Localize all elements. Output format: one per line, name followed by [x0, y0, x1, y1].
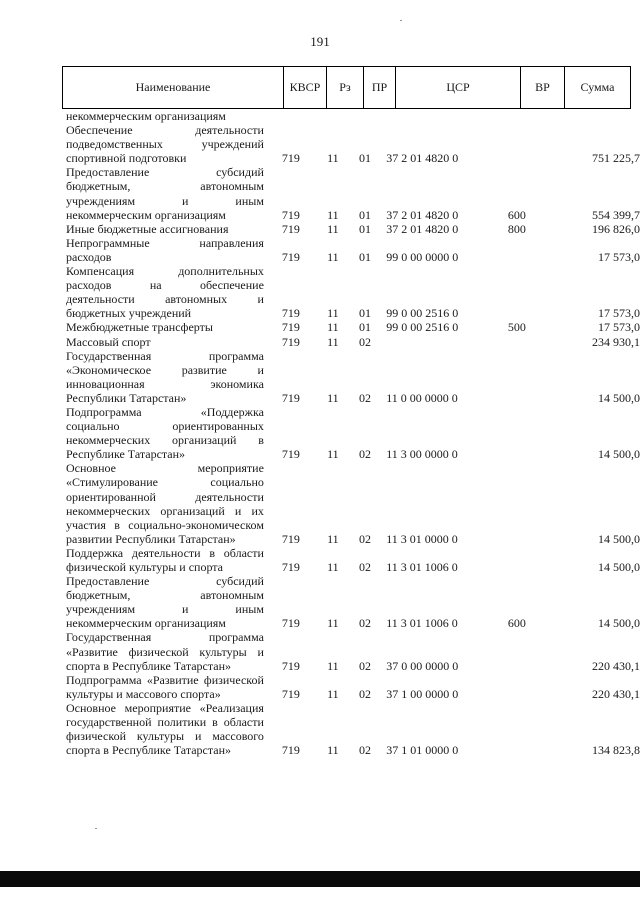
row-vr: 500 [507, 320, 526, 335]
row-pr: 02 [359, 658, 372, 673]
scan-speck [95, 828, 97, 829]
table-row [0, 701, 640, 757]
row-pr: 02 [359, 531, 372, 546]
table-row [0, 461, 640, 546]
column-header-vr: ВР [520, 67, 564, 108]
row-vr: 800 [507, 221, 526, 236]
table-body [0, 109, 640, 757]
row-pr: 02 [359, 743, 372, 758]
row-name: Компенсация дополнительных расходов на обеспечение деятельности автономных и бюджетных учреждений [66, 264, 264, 321]
row-rz: 11 [327, 334, 339, 349]
row-pr: 01 [359, 249, 372, 264]
row-name: Иные бюджетные ассигнования [66, 221, 229, 236]
row-csr: 11 3 00 0000 0 [386, 447, 458, 462]
table-header [62, 66, 631, 109]
row-sum: 14 500,0 [597, 390, 640, 405]
row-csr: 11 3 01 0000 0 [386, 531, 458, 546]
row-sum: 220 430,1 [591, 658, 640, 673]
column-header-csr: ЦСР [395, 67, 520, 108]
row-pr: 02 [359, 560, 372, 574]
row-name: Предоставление субсидий бюджетным, автономным учреждениям и иным некоммерческим организациям [66, 165, 264, 222]
row-sum: 220 430,1 [591, 686, 640, 701]
row-sum: 14 500,0 [597, 560, 640, 574]
row-kvsr: 719 [281, 658, 300, 673]
row-pr: 02 [359, 447, 372, 462]
row-rz: 11 [327, 151, 339, 166]
row-kvsr: 719 [281, 531, 300, 546]
row-sum: 751 225,7 [591, 151, 640, 166]
page-number: 191 [310, 34, 330, 49]
row-pr: 02 [359, 616, 372, 631]
row-csr: 11 3 01 1006 0 [386, 560, 458, 574]
row-name: Поддержка деятельности в области физической культуры и спорта [66, 545, 264, 574]
row-kvsr: 719 [281, 151, 300, 166]
row-pr: 02 [359, 390, 372, 405]
row-name: Массовый спорт [66, 334, 151, 349]
row-vr: 600 [507, 616, 526, 631]
table-row [0, 320, 640, 334]
table-row [0, 405, 640, 461]
row-kvsr: 719 [281, 249, 300, 264]
row-name: Непрограммные направления расходов [66, 235, 264, 264]
row-csr: 37 0 00 0000 0 [386, 658, 459, 673]
row-kvsr: 719 [281, 560, 300, 574]
row-csr: 11 0 00 0000 0 [386, 390, 458, 405]
row-sum: 14 500,0 [597, 447, 640, 462]
table-row [0, 109, 640, 123]
row-kvsr: 719 [281, 320, 300, 335]
row-kvsr: 719 [281, 221, 300, 236]
row-rz: 11 [327, 249, 339, 264]
row-pr: 02 [359, 686, 372, 701]
row-name: Подпрограмма «Развитие физической культуры и массового спорта» [66, 672, 264, 701]
row-rz: 11 [327, 207, 339, 222]
row-csr: 37 1 01 0000 0 [386, 743, 459, 758]
row-sum: 554 399,7 [591, 207, 640, 222]
row-name: Государственная программа «Развитие физической культуры и спорта в Республике Татарстан» [66, 630, 264, 673]
row-csr: 11 3 01 1006 0 [386, 616, 458, 631]
table-row [0, 349, 640, 405]
row-rz: 11 [327, 686, 339, 701]
row-csr: 37 1 00 0000 0 [386, 686, 459, 701]
row-sum: 17 573,0 [597, 249, 640, 264]
table-row [0, 673, 640, 701]
row-csr: 99 0 00 2516 0 [386, 320, 459, 335]
scan-speck [400, 20, 402, 21]
table-row [0, 630, 640, 672]
row-kvsr: 719 [281, 616, 300, 631]
row-rz: 11 [327, 447, 339, 462]
row-kvsr: 719 [281, 334, 300, 349]
row-sum: 196 826,0 [591, 221, 640, 236]
column-header-name: Наименование [135, 80, 211, 94]
row-rz: 11 [327, 531, 339, 546]
row-sum: 14 500,0 [597, 531, 640, 546]
row-rz: 11 [327, 221, 339, 236]
table-row [0, 546, 640, 574]
row-name: Межбюджетные трансферты [66, 320, 213, 335]
row-name: Основное мероприятие «Стимулирование социально ориентированной деятельности некоммерческих организаций и их участия в социально-экономическом развитии Республики Татарстан» [66, 461, 264, 546]
table-row [0, 264, 640, 320]
row-pr: 01 [359, 306, 372, 321]
row-name: Подпрограмма «Поддержка социально ориентированных некоммерческих организаций в Республике Татарстан» [66, 404, 264, 462]
table-row [0, 123, 640, 165]
row-rz: 11 [327, 320, 339, 335]
row-kvsr: 719 [281, 447, 300, 462]
column-header-pr: ПР [363, 67, 395, 108]
row-csr: 99 0 00 2516 0 [386, 306, 459, 321]
row-rz: 11 [327, 390, 339, 405]
row-name: Основное мероприятие «Реализация государственной политики в области физической культуры и массового спорта в Республике Татарстан» [66, 700, 264, 758]
column-header-sum: Сумма [564, 67, 630, 108]
table-row [0, 165, 640, 221]
row-csr: 37 2 01 4820 0 [386, 207, 459, 222]
row-sum: 234 930,1 [591, 334, 640, 349]
row-name: Государственная программа «Экономическое развитие и инновационная экономика Республики Татарстан» [66, 348, 264, 405]
row-vr: 600 [507, 207, 526, 222]
table-row [0, 335, 640, 349]
row-name: Обеспечение деятельности подведомственных учреждений спортивной подготовки [66, 123, 264, 166]
row-sum: 17 573,0 [597, 306, 640, 321]
row-kvsr: 719 [281, 743, 300, 758]
scan-edge-bar [0, 871, 640, 887]
row-rz: 11 [327, 658, 339, 673]
row-rz: 11 [327, 306, 339, 321]
row-pr: 01 [359, 207, 372, 222]
row-kvsr: 719 [281, 686, 300, 701]
column-header-kvsr: КВСР [283, 67, 326, 108]
row-kvsr: 719 [281, 390, 300, 405]
column-header-rz: Рз [326, 67, 363, 108]
row-sum: 14 500,0 [597, 616, 640, 631]
row-name: некоммерческим организациям [66, 109, 226, 123]
row-rz: 11 [327, 616, 339, 631]
row-pr: 02 [359, 334, 372, 349]
row-pr: 01 [359, 221, 372, 236]
row-csr: 37 2 01 4820 0 [386, 151, 459, 166]
row-pr: 01 [359, 320, 372, 335]
row-rz: 11 [327, 560, 339, 574]
row-kvsr: 719 [281, 207, 300, 222]
row-rz: 11 [327, 743, 339, 758]
row-kvsr: 719 [281, 306, 300, 321]
row-csr: 37 2 01 4820 0 [386, 221, 459, 236]
table-row [0, 574, 640, 630]
row-sum: 134 823,8 [591, 743, 640, 758]
table-row [0, 222, 640, 236]
row-name: Предоставление субсидий бюджетным, автономным учреждениям и иным некоммерческим организациям [66, 574, 264, 631]
row-sum: 17 573,0 [597, 320, 640, 335]
table-row [0, 236, 640, 264]
row-csr: 99 0 00 0000 0 [386, 249, 459, 264]
row-pr: 01 [359, 151, 372, 166]
